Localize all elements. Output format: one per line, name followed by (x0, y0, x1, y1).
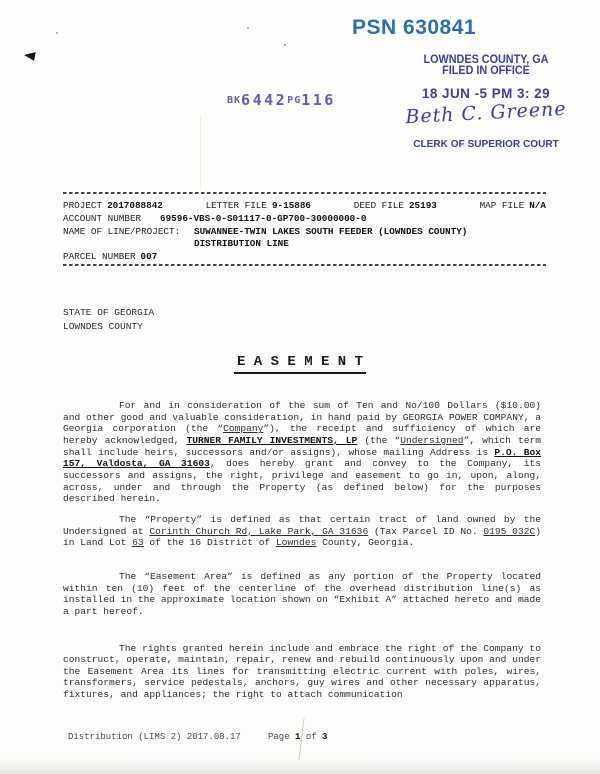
footer-page-number (268, 732, 327, 742)
page-label: PG (287, 95, 302, 106)
text-segment: TURNER FAMILY INVESTMENTS, LP (186, 434, 358, 446)
paragraph-consideration (63, 400, 541, 505)
line-name-label: NAME OF LINE/PROJECT: (63, 226, 181, 237)
paragraph-easement-area (63, 571, 541, 618)
text-segment: Company (223, 423, 264, 435)
text-segment: The “Property” is defined as that certain tract of land owned by the Undersigned at (63, 513, 541, 537)
field-label: MAP FILE (479, 200, 525, 211)
book-page-stamp (227, 90, 336, 109)
parcel-value: 007 (140, 251, 158, 262)
account-label: ACCOUNT NUMBER (63, 213, 142, 224)
footer-page-label: Page (268, 732, 290, 742)
field-pair (480, 200, 546, 211)
text-segment: of the 16 District of (143, 537, 277, 549)
clerk-signature: Beth C. Greene (404, 97, 568, 129)
text-segment: , does hereby grant and convey to the Company, its successors and assigns, the right, privilege and easement to go in, upon, along, across, under and through the Property (as defined below) for the purposes described herein. (63, 458, 542, 505)
county-line: LOWNDES COUNTY (63, 320, 143, 332)
footer-doc-id: Distribution (LIMS 2) 2017.08.17 (68, 732, 241, 742)
book-number: 6442 (241, 91, 288, 109)
text-segment: For and in consideration of the sum of Ten and No/100 Dollars ($10.00) and other good and valuable consideration, in hand paid by GEORGIA POWER COMPANY, a Georgia corporation (the “ (63, 400, 541, 435)
text-segment: 0195 032C (483, 525, 536, 537)
book-label: BK (227, 95, 242, 106)
scan-speck (247, 27, 249, 29)
footer-page-of: of (305, 732, 317, 742)
account-number-row (63, 213, 546, 224)
field-pair (206, 200, 311, 211)
footer-page-current: 1 (295, 732, 301, 742)
field-value: 25193 (408, 200, 437, 211)
document-body (63, 400, 541, 701)
text-segment: ”, which term shall include heirs, successors and/or assigns), whose mailing Address is (63, 434, 541, 458)
divider-dashed (63, 192, 546, 194)
field-label: LETTER FILE (205, 200, 267, 211)
scan-speck (284, 44, 286, 46)
text-segment: P.O. Box 157, Valdosta, GA 31603 (63, 446, 541, 470)
line-name-value-line1: SUWANNEE-TWIN LAKES SOUTH FEEDER (LOWNDES COUNTY) (194, 226, 468, 237)
scan-speck (56, 32, 58, 34)
state-line: STATE OF GEORGIA (63, 307, 155, 318)
stamp-county-line: LOWNDES COUNTY, GA (423, 54, 549, 66)
text-segment: (the “ (357, 434, 401, 446)
scan-crease (200, 116, 201, 190)
field-pair (63, 200, 163, 211)
field-label: DEED FILE (353, 200, 404, 211)
divider-dashed (63, 264, 546, 266)
text-segment: The “Easement Area” is defined as any portion of the Property located within ten (10) feet of the centerline of the overhead distribution line(s) as installed in the approximate location shown on “Exhibit A” attached hereto and made a part hereof. (63, 570, 541, 617)
text-segment: ) in Land Lot (63, 525, 541, 549)
clerk-title: CLERK OF SUPERIOR COURT (413, 138, 559, 150)
field-value: 9-15886 (271, 200, 312, 211)
text-segment: 63 (132, 537, 144, 549)
footer-page-total: 3 (322, 732, 328, 742)
line-name-value (194, 226, 467, 251)
line-name-value-line2: DISTRIBUTION LINE (194, 238, 289, 250)
stamp-filed-line: FILED IN OFFICE (442, 65, 530, 77)
paragraph-rights (63, 643, 541, 701)
text-segment: Lowndes (276, 537, 317, 549)
text-segment: Corinth Church Rd, Lake Park, GA 31636 (149, 525, 369, 537)
filed-in-office-stamp (398, 54, 574, 150)
field-value: N/A (529, 200, 546, 211)
text-segment: (Tax Parcel ID No. (368, 525, 484, 537)
document-title: E A S E M E N T (234, 354, 366, 374)
field-value: 2017088842 (107, 200, 163, 211)
title-row (0, 352, 600, 374)
line-name-row (63, 226, 546, 251)
stamp-datetime: 18 JUN -5 PM 3: 29 (421, 85, 551, 101)
text-segment: Undersigned (400, 434, 464, 446)
project-file-row (63, 200, 546, 211)
scan-edge-shadow (0, 758, 600, 774)
parcel-number-row (63, 251, 546, 262)
page-number: 116 (301, 91, 336, 109)
text-segment: The rights granted herein include and embrace the right of the Company to construct, operate, maintain, repair, renew and rebuild continuously upon and under the Easement Area its lines for transmitting electric current with poles, wires, transformers, service pedestals, anchors, guy wires and other necessary apparatus, fixtures, and appliances; the right to attach communication (63, 642, 541, 701)
text-segment: ”), the receipt and sufficiency of which are hereby acknowledged, (63, 423, 541, 446)
account-value: 69596-VBS-0-S01117-0-GP700-30000000-0 (160, 213, 367, 224)
parcel-label: PARCEL NUMBER (63, 251, 136, 262)
psn-number: PSN 630841 (352, 16, 477, 39)
paragraph-property (63, 514, 541, 549)
state-county-block (63, 306, 154, 333)
arrow-mark-icon (23, 50, 35, 61)
text-segment: County, Georgia. (316, 537, 415, 549)
field-label: PROJECT (63, 200, 103, 211)
field-pair (354, 200, 437, 211)
